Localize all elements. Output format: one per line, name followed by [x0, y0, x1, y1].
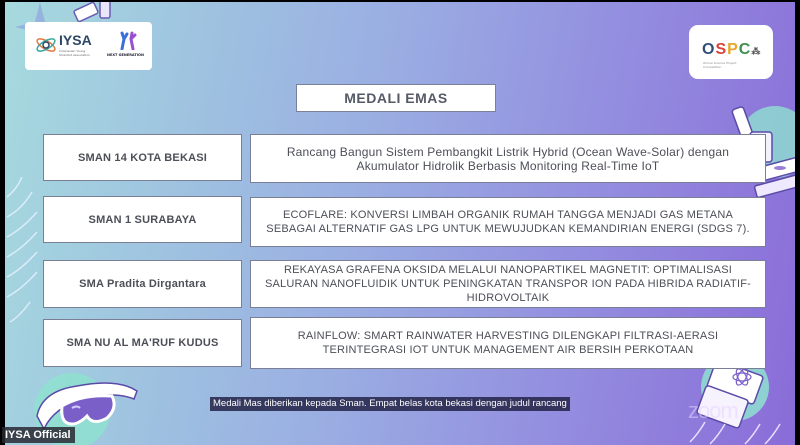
slide-title: MEDALI EMAS [296, 84, 496, 112]
project-title-cell: RAINFLOW: SMART RAINWATER HARVESTING DILENGKAPI FILTRASI-AERASI TERINTEGRASI IOT UNTUK MANAGEMENT AIR BERSIH PERKOTAAN [250, 317, 766, 369]
ospc-logo-text: OSPC⁂ [702, 41, 762, 58]
school-name-cell: SMA NU AL MA'RUF KUDUS [43, 319, 242, 367]
school-name-cell: SMA Pradita Dirgantara [43, 260, 242, 308]
iysa-atom-icon [35, 34, 57, 56]
project-title-cell: Rancang Bangun Sistem Pembangkit Listrik Hybrid (Ocean Wave-Solar) dengan Akumulator Hidrolik Berbasis Monitoring Real-Time IoT [250, 134, 766, 183]
wave-lines-left [5, 177, 45, 337]
school-name-cell: SMAN 14 KOTA BEKASI [43, 134, 242, 181]
iysa-logo-card [25, 22, 152, 70]
iysa-logo-text: IYSA [59, 32, 92, 48]
zoom-watermark: zoom [688, 398, 738, 423]
presentation-slide [5, 2, 795, 445]
project-title-cell: ECOFLARE: KONVERSI LIMBAH ORGANIK RUMAH TANGGA MENJADI GAS METANA SEBAGAI ALTERNATIF GAS LPG UNTUK MEWUJUDKAN KEMANDIRIAN ENERGI (SDGS 7). [250, 197, 766, 247]
ospc-logo-subtitle: Online Science Project Competition [703, 61, 737, 69]
next-generation-logo-text: NEXT GENERATION [107, 53, 144, 57]
iysa-logo-subtitle: Indonesian Young Scientist Association [59, 49, 90, 57]
project-title-cell: REKAYASA GRAFENA OKSIDA MELALUI NANOPARTIKEL MAGNETIT: OPTIMALISASI SALURAN NANOFLUIDIK UNTUK PENINGKATAN TRANSPOR ION PADA HIBRIDA RADIATIF-HIDROVOLTAIK [250, 260, 766, 308]
live-caption: Medali Mas diberikan kepada Sman. Empat belas kota bekasi dengan judul rancang [210, 397, 570, 411]
school-name-cell: SMAN 1 SURABAYA [43, 196, 242, 243]
ospc-logo-card [689, 25, 773, 79]
speaker-name-label: IYSA Official [2, 427, 75, 443]
next-generation-figures-icon [117, 30, 139, 50]
